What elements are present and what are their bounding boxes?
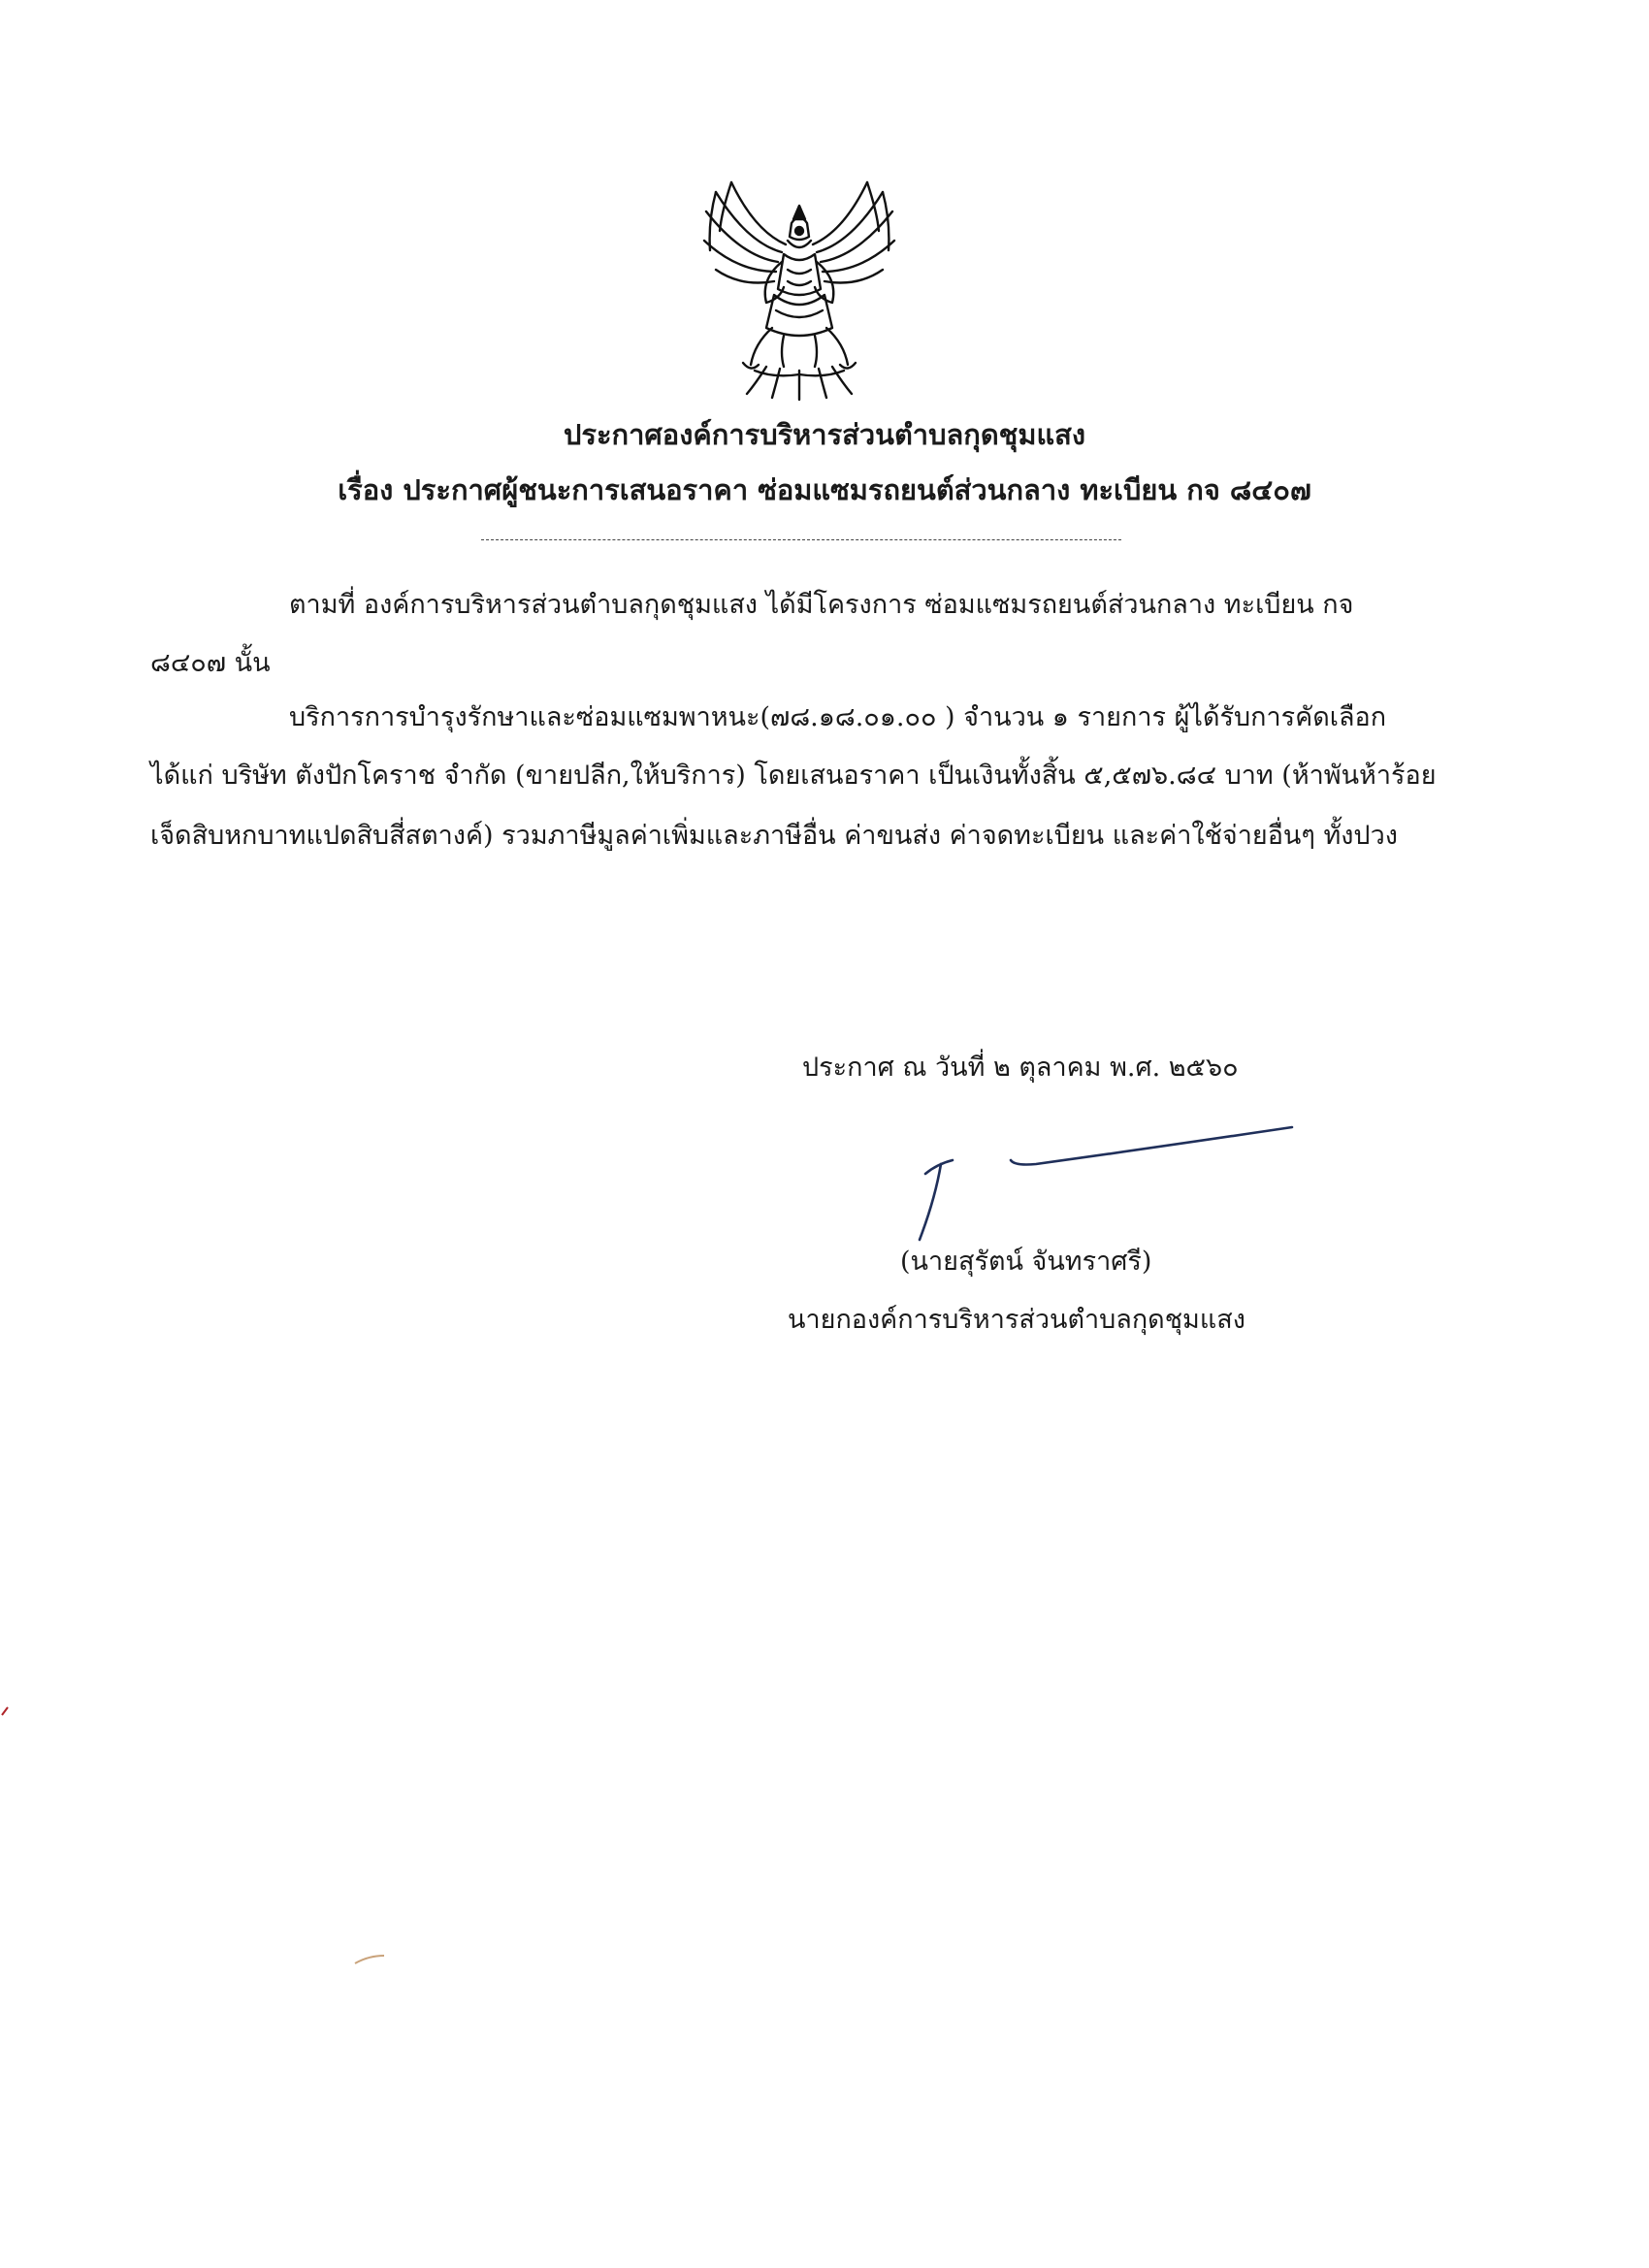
signatory-position: นายกองค์การบริหารส่วนตำบลกุดชุมแสง [788, 1305, 1245, 1335]
body-line-3: บริการการบำรุงรักษาและซ่อมแซมพาหนะ(๗๘.๑๘.๐๑.๐๐ ) จำนวน ๑ รายการ ผู้ได้รับการคัดเลือก [289, 702, 1387, 732]
body-line-2: ๘๔๐๗ นั้น [150, 648, 271, 678]
handwritten-signature [892, 1106, 1319, 1251]
body-line-4: ได้แก่ บริษัท ตังปักโคราช จำกัด (ขายปลีก,ให้บริการ) โดยเสนอราคา เป็นเงินทั้งสิ้น ๕,๕๗๖.๘๔ บาท (ห้าพันห้าร้อย [150, 761, 1437, 791]
garuda-emblem-icon [687, 173, 912, 402]
announcement-date: ประกาศ ณ วันที่ ๒ ตุลาคม พ.ศ. ๒๕๖๐ [802, 1053, 1239, 1083]
separator-line [481, 539, 1121, 540]
scan-mark [0, 1703, 12, 1719]
body-line-5: เจ็ดสิบหกบาทแปดสิบสี่สตางค์) รวมภาษีมูลค่าเพิ่มและภาษีอื่น ค่าขนส่ง ค่าจดทะเบียน และค่าใช้จ่ายอื่นๆ ทั้งปวง [150, 821, 1398, 851]
body-line-1: ตามที่ องค์การบริหารส่วนตำบลกุดชุมแสง ได้มีโครงการ ซ่อมแซมรถยนต์ส่วนกลาง ทะเบียน กจ [289, 590, 1354, 620]
announcement-title: ประกาศองค์การบริหารส่วนตำบลกุดชุมแสง [563, 418, 1085, 451]
signatory-name: (นายสุรัตน์ จันทราศรี) [900, 1247, 1152, 1277]
announcement-subject: เรื่อง ประกาศผู้ชนะการเสนอราคา ซ่อมแซมรถยนต์ส่วนกลาง ทะเบียน กจ ๘๔๐๗ [338, 473, 1311, 506]
scan-mark [351, 1950, 390, 1969]
